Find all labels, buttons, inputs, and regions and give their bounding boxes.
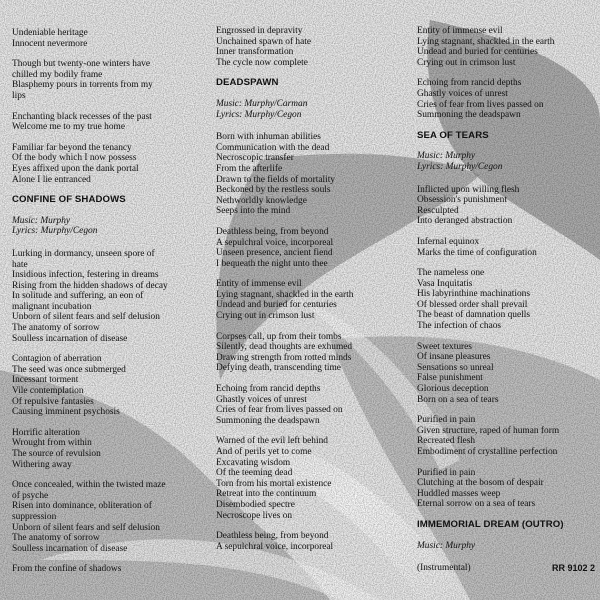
- lyric-stanza: [12, 112, 202, 133]
- lyrics-column-2: [216, 26, 406, 562]
- lyric-line: malignant incubation: [12, 301, 92, 312]
- lyric-line: Unborn of silent fears and self delusion: [12, 312, 160, 323]
- lyric-line: Ghastly voices of unrest: [417, 88, 508, 99]
- credit-line: Lyrics: Murphy/Cegon: [417, 161, 503, 172]
- lyric-line: Drawing strength from rotted minds: [216, 352, 352, 363]
- lyric-line: Resculpted: [417, 205, 459, 216]
- lyric-line: Glorious deception: [417, 384, 489, 395]
- lyric-line: Though but twenty-one winters have: [12, 59, 150, 70]
- lyric-line: Clutching at the bosom of despair: [417, 478, 544, 489]
- lyric-line: Vile contemplation: [12, 386, 84, 397]
- song-credits: [417, 541, 595, 552]
- lyric-line: Of insane pleasures: [417, 352, 491, 363]
- lyric-line: Wrought from within: [12, 438, 92, 449]
- lyric-stanza: [12, 143, 202, 185]
- lyric-line: Of the teeming dead: [216, 468, 293, 479]
- lyric-line: The nameless one: [417, 268, 485, 279]
- credit-line: Music: Murphy/Carman: [216, 98, 308, 109]
- lyric-line: Huddled masses weep: [417, 488, 501, 499]
- lyric-line: lips: [12, 90, 26, 101]
- lyric-line: Innocent nevermore: [12, 38, 88, 49]
- lyric-line: Undead and buried for centuries: [216, 300, 337, 311]
- lyric-line: Silently, dead thoughts are exhumed: [216, 342, 353, 353]
- lyric-line: Summoning the deadspawn: [417, 110, 521, 121]
- lyric-line: Excavating wisdom: [216, 457, 291, 468]
- lyric-line: Summoning the deadspawn: [216, 415, 320, 426]
- lyric-line: Purified in pain: [417, 467, 476, 478]
- lyric-line: And of perils yet to come: [216, 447, 312, 457]
- lyric-line: The infection of chaos: [417, 321, 502, 332]
- lyric-line: Horrific alteration: [12, 427, 80, 438]
- lyric-line: Welcome me to my true home: [12, 122, 126, 133]
- lyric-stanza: [417, 26, 595, 68]
- lyric-line: Inner transformation: [216, 47, 294, 58]
- lyric-line: Infernal equinox: [417, 236, 480, 247]
- credit-line: Music: Murphy: [12, 215, 71, 226]
- lyric-line: Embodiment of crystalline perfection: [417, 447, 558, 457]
- lyric-line: Deathless being, from beyond: [216, 226, 329, 237]
- lyric-line: Soulless incarnation of disease: [12, 543, 128, 554]
- lyric-line: The cycle now complete: [216, 57, 308, 68]
- lyric-line: Rising from the hidden shadows of decay: [12, 280, 168, 291]
- lyric-line: Cries of fear from lives passed on: [216, 405, 343, 416]
- lyric-line: False punishment: [417, 373, 483, 384]
- lyric-line: Undeniable heritage: [12, 28, 88, 38]
- lyric-line: Retreat into the continuum: [216, 489, 317, 500]
- lyric-line: The seed was once submerged: [12, 364, 126, 375]
- lyric-stanza: [417, 185, 595, 227]
- lyric-line: Entity of immense evil: [417, 26, 503, 36]
- lyric-line: Lurking in dormancy, unseen spore of: [12, 248, 155, 259]
- lyric-line: Ghastly voices of unrest: [216, 394, 307, 405]
- lyric-line: From the afterlife: [216, 163, 283, 174]
- lyric-stanza: [216, 26, 406, 68]
- lyric-line: Causing imminent psychosis: [12, 407, 120, 418]
- lyric-stanza: [12, 28, 202, 49]
- lyric-line: suppression: [12, 511, 57, 522]
- lyric-line: Necroscopic transfer: [216, 153, 294, 164]
- lyric-line: Unchained spawn of hate: [216, 36, 312, 47]
- song-title: SEA OF TEARS: [417, 129, 489, 141]
- lyric-line: Communication with the dead: [216, 142, 330, 153]
- lyric-stanza: [417, 237, 595, 258]
- lyric-line: Necroscope lives on: [216, 510, 293, 521]
- lyric-line: In solitude and suffering, an eon of: [12, 291, 144, 302]
- lyric-stanza: [417, 468, 595, 510]
- credit-line: Music: Murphy: [417, 540, 476, 551]
- lyric-line: Incessant torment: [12, 375, 79, 386]
- lyric-stanza: [12, 480, 202, 554]
- lyric-line: I bequeath the night unto thee: [216, 258, 328, 269]
- lyric-stanza: [216, 132, 406, 217]
- lyric-stanza: [12, 249, 202, 344]
- lyric-line: Lying stagnant, shackled in the earth: [417, 36, 555, 47]
- lyric-line: Inflicted upon willing flesh: [417, 184, 520, 195]
- lyric-line: Engrossed in depravity: [216, 26, 303, 36]
- lyric-line: Entity of immense evil: [216, 279, 302, 290]
- lyric-line: Unborn of silent fears and self delusion: [12, 522, 160, 533]
- lyric-line: hate: [12, 259, 28, 270]
- lyric-line: Blasphemy pours in torrents from my: [12, 80, 153, 91]
- credit-line: Lyrics: Murphy/Cegon: [12, 226, 98, 237]
- lyric-line: Of blessed order shall prevail: [417, 299, 528, 310]
- lyric-line: Marks the time of configuration: [417, 247, 537, 258]
- lyric-line: Crying out in crimson lust: [417, 57, 516, 68]
- lyric-stanza: [417, 342, 595, 406]
- lyric-line: Obsession's punishment: [417, 195, 507, 206]
- credit-line: Lyrics: Murphy/Cegon: [216, 109, 302, 120]
- lyric-stanza: [216, 332, 406, 374]
- lyric-line: Of repulsive fantasies: [12, 396, 94, 407]
- lyric-line: Nethworldly knowledge: [216, 195, 307, 206]
- song-credits: [417, 151, 595, 172]
- lyric-line: Risen into dominance, obliteration of: [12, 501, 152, 512]
- lyric-line: Withering away: [12, 459, 72, 470]
- lyric-stanza: [216, 436, 406, 521]
- lyric-line: Into deranged abstraction: [417, 216, 513, 227]
- lyric-line: Eyes affixed upon the dank portal: [12, 163, 139, 174]
- lyric-stanza: [12, 428, 202, 470]
- lyric-line: A sepulchral voice, incorporeal: [216, 541, 334, 552]
- lyric-stanza: [417, 268, 595, 332]
- lyric-line: Drawn to the fields of mortality: [216, 174, 335, 185]
- lyric-line: Purified in pain: [417, 415, 476, 426]
- lyric-line: Deathless being, from beyond: [216, 531, 329, 542]
- instrumental-note: (Instrumental): [417, 563, 471, 574]
- song-title: DEADSPAWN: [216, 77, 279, 89]
- lyric-line: Warned of the evil left behind: [216, 436, 328, 447]
- lyric-line: Familiar far beyond the tenancy: [12, 142, 132, 153]
- lyric-line: Torn from his mortal existence: [216, 478, 332, 489]
- lyric-stanza: [417, 415, 595, 457]
- lyric-line: Born with inhuman abilities: [216, 132, 321, 143]
- lyric-line: Recreated flesh: [417, 436, 476, 447]
- lyric-line: Echoing from rancid depths: [216, 384, 321, 395]
- lyric-line: Born on a sea of tears: [417, 394, 499, 405]
- lyric-line: The anatomy of sorrow: [12, 533, 100, 544]
- song-title: CONFINE OF SHADOWS: [12, 194, 126, 206]
- lyric-stanza: [216, 384, 406, 426]
- lyric-line: The source of revulsion: [12, 449, 101, 459]
- lyric-stanza: [417, 78, 595, 120]
- lyric-line: Lying stagnant, shackled in the earth: [216, 289, 354, 300]
- credit-line: Music: Murphy: [417, 151, 476, 162]
- lyric-line: Given structure, raped of human form: [417, 425, 560, 436]
- lyric-line: Disembodied spectre: [216, 499, 295, 510]
- lyric-line: of psyche: [12, 490, 49, 501]
- lyric-line: Vasa Inquitatis: [417, 278, 473, 289]
- song-credits: [12, 216, 202, 237]
- lyric-line: A sepulchral voice, incorporeal: [216, 237, 334, 248]
- song-credits: [216, 99, 406, 120]
- lyric-line: Corpses call, up from their tombs: [216, 331, 342, 342]
- lyric-line: Sensations so unreal: [417, 362, 494, 373]
- lyric-stanza: [216, 279, 406, 321]
- lyric-stanza: [216, 531, 406, 552]
- lyrics-column-1: [12, 28, 202, 585]
- lyric-line: Once concealed, within the twisted maze: [12, 480, 166, 491]
- lyric-line: chilled my bodily frame: [12, 69, 103, 80]
- lyric-line: Echoing from rancid depths: [417, 78, 522, 89]
- song-title: IMMEMORIAL DREAM (OUTRO): [417, 518, 564, 530]
- lyric-line: Unseen presence, ancient fiend: [216, 248, 333, 259]
- lyric-line: From the confine of shadows: [12, 564, 122, 575]
- lyric-line: Enchanting black recesses of the past: [12, 111, 152, 122]
- lyric-line: The beast of damnation quells: [417, 310, 530, 321]
- lyric-line: Eternal sorrow on a sea of tears: [417, 499, 536, 510]
- lyric-line: Beckoned by the restless souls: [216, 185, 331, 196]
- lyric-line: Alone I lie entranced: [12, 174, 91, 185]
- lyric-line: The anatomy of sorrow: [12, 323, 100, 334]
- lyrics-column-3: [417, 26, 595, 574]
- footer-row: [417, 563, 595, 574]
- lyric-line: Crying out in crimson lust: [216, 311, 315, 322]
- lyric-line: Sweet textures: [417, 341, 472, 352]
- lyric-line: Undead and buried for centuries: [417, 47, 538, 58]
- lyric-stanza: [216, 227, 406, 269]
- lyric-line: His labyrinthine machinations: [417, 289, 530, 300]
- lyric-stanza: [12, 59, 202, 101]
- lyric-line: Cries of fear from lives passed on: [417, 99, 544, 110]
- lyric-line: Defying death, transcending time: [216, 363, 341, 374]
- lyric-line: Seeps into the mind: [216, 206, 291, 217]
- lyric-line: Soulless incarnation of disease: [12, 333, 128, 344]
- lyric-line: Contagion of aberration: [12, 354, 102, 365]
- catalog-number: RR 9102 2: [551, 563, 595, 574]
- lyric-stanza: [12, 564, 202, 575]
- lyric-stanza: [12, 354, 202, 418]
- lyric-line: Insidious infection, festering in dreams: [12, 270, 159, 281]
- lyric-line: Of the body which I now possess: [12, 153, 137, 164]
